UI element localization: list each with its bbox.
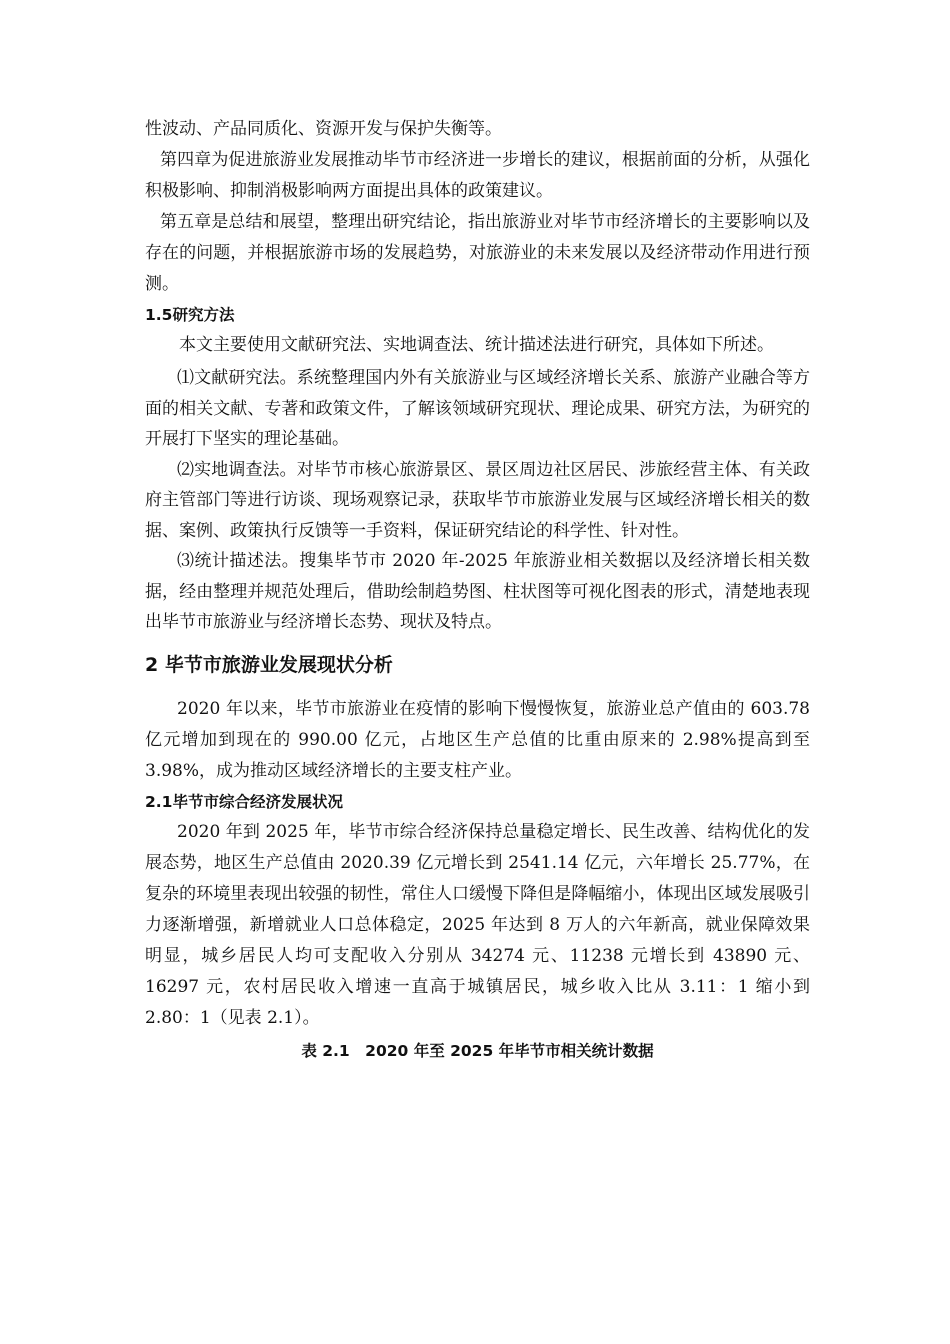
paragraph-chapter2-intro: 2020 年以来，毕节市旅游业在疫情的影响下慢慢恢复，旅游业总产值由的 603.78 亿元增加到现在的 990.00 亿元，占地区生产总值的比重由原来的 2.98%提高到至 3.98%，成为推动区域经济增长的主要支柱产业。 bbox=[145, 698, 810, 781]
paragraph-method-field-survey: ⑵实地调查法。对毕节市核心旅游景区、景区周边社区居民、涉旅经营主体、有关政府主管部门等进行访谈、现场观察记录，获取毕节市旅游业发展与区域经济增长相关的数据、案例、政策执行反馈等一手资料，保证研究结论的科学性、针对性。 bbox=[145, 459, 810, 541]
table-caption: 表 2.1 2020 年至 2025 年毕节市相关统计数据 bbox=[301, 1041, 654, 1060]
paragraph-method-statistics: ⑶统计描述法。搜集毕节市 2020 年-2025 年旅游业相关数据以及经济增长相关数据，经由整理并规范处理后，借助绘制趋势图、柱状图等可视化图表的形式，清楚地表现出毕节市旅游业与经济增长态势、现状及特点。 bbox=[145, 551, 810, 632]
paragraph-method-literature: ⑴文献研究法。系统整理国内外有关旅游业与区域经济增长关系、旅游产业融合等方面的相关文献、专著和政策文件，了解该领域研究现状、理论成果、研究方法，为研究的开展打下坚实的理论基础。 bbox=[145, 368, 810, 449]
paragraph-chapter4: 第四章为促进旅游业发展推动毕节市经济进一步增长的建议，根据前面的分析，从强化积极影响、抑制消极影响两方面提出具体的政策建议。 bbox=[145, 150, 810, 201]
paragraph-chapter3-tail: 性波动、产品同质化、资源开发与保护失衡等。 bbox=[145, 119, 502, 139]
section-heading-1-5: 1.5研究方法 bbox=[145, 306, 235, 324]
page-body bbox=[145, 114, 810, 1066]
section-heading-2-1: 2.1毕节市综合经济发展状况 bbox=[145, 792, 343, 811]
paragraph-methods-intro: 本文主要使用文献研究法、实地调查法、统计描述法进行研究，具体如下所述。 bbox=[179, 335, 774, 355]
paragraph-chapter5: 第五章是总结和展望，整理出研究结论，指出旅游业对毕节市经济增长的主要影响以及存在的问题，并根据旅游市场的发展趋势，对旅游业的未来发展以及经济带动作用进行预测。 bbox=[145, 212, 810, 294]
paragraph-economy-overview: 2020 年到 2025 年，毕节市综合经济保持总量稳定增长、民生改善、结构优化的发展态势，地区生产总值由 2020.39 亿元增长到 2541.14 亿元，六年增长 25.77%，在复杂的环境里表现出较强的韧性，常住人口缓慢下降但是降幅缩小，体现出区域发展吸引力逐渐增强，新增就业人口总体稳定，2025 年达到 8 万人的六年新高，就业保障效果明显，城乡居民人均可支配收入分别从 34274 元、11238 元增长到 43890 元、16297 元，农村居民收入增速一直高于城镇居民，城乡收入比从 3.11：1 缩小到 2.80：1（见表 2.1）。 bbox=[145, 821, 810, 1028]
chapter-heading-2: 2 毕节市旅游业发展现状分析 bbox=[145, 653, 393, 676]
